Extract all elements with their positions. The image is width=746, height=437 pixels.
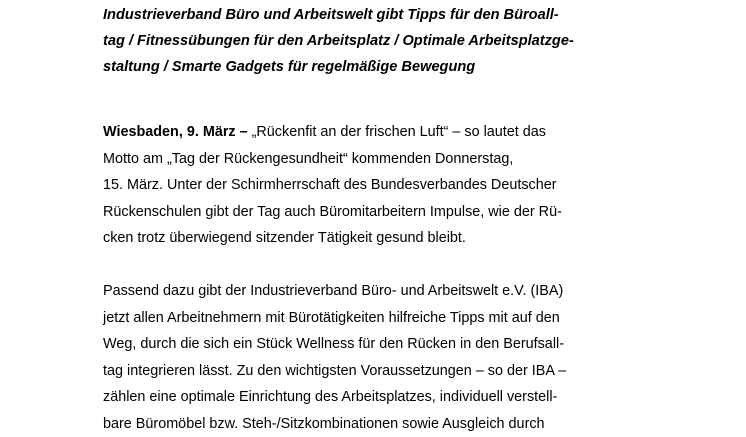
paragraph-line: Passend dazu gibt der Industrieverband Büro- und Arbeitswelt e.V. (IBA) (103, 278, 703, 305)
dateline: Wiesbaden, 9. März – (103, 124, 248, 140)
subtitle-line: staltung / Smarte Gadgets für regelmäßige Bewegung (103, 54, 703, 80)
paragraph-intro (103, 119, 703, 252)
paragraph-line: tag integrieren lässt. Zu den wichtigsten Voraussetzungen – so der IBA – (103, 358, 703, 385)
paragraph-line: zählen eine optimale Einrichtung des Arbeitsplatzes, individuell verstell- (103, 384, 703, 411)
paragraph-line: jetzt allen Arbeitnehmern mit Bürotätigkeiten hilfreiche Tipps mit auf den (103, 305, 703, 332)
subtitle-line: Industrieverband Büro und Arbeitswelt gibt Tipps für den Büroall- (103, 2, 703, 28)
paragraph-line: Motto am „Tag der Rückengesundheit“ kommenden Donnerstag, (103, 146, 703, 173)
paragraph-line-text: „Rückenfit an der frischen Luft“ – so lautet das (248, 124, 546, 140)
paragraph-line: Weg, durch die sich ein Stück Wellness für den Rücken in den Berufsall- (103, 331, 703, 358)
paragraph-line: cken trotz überwiegend sitzender Tätigkeit gesund bleibt. (103, 225, 703, 252)
paragraph-line: 15. März. Unter der Schirmherrschaft des Bundesverbandes Deutscher (103, 172, 703, 199)
paragraph-line (103, 119, 703, 146)
subtitle-line: tag / Fitnessübungen für den Arbeitsplatz / Optimale Arbeitsplatzge- (103, 28, 703, 54)
press-release-subtitle (103, 2, 703, 80)
paragraph-line: Rückenschulen gibt der Tag auch Büromitarbeitern Impulse, wie der Rü- (103, 199, 703, 226)
paragraph-line: bare Büromöbel bzw. Steh-/Sitzkombinationen sowie Ausgleich durch (103, 411, 703, 437)
paragraph-iba-tips (103, 278, 703, 437)
